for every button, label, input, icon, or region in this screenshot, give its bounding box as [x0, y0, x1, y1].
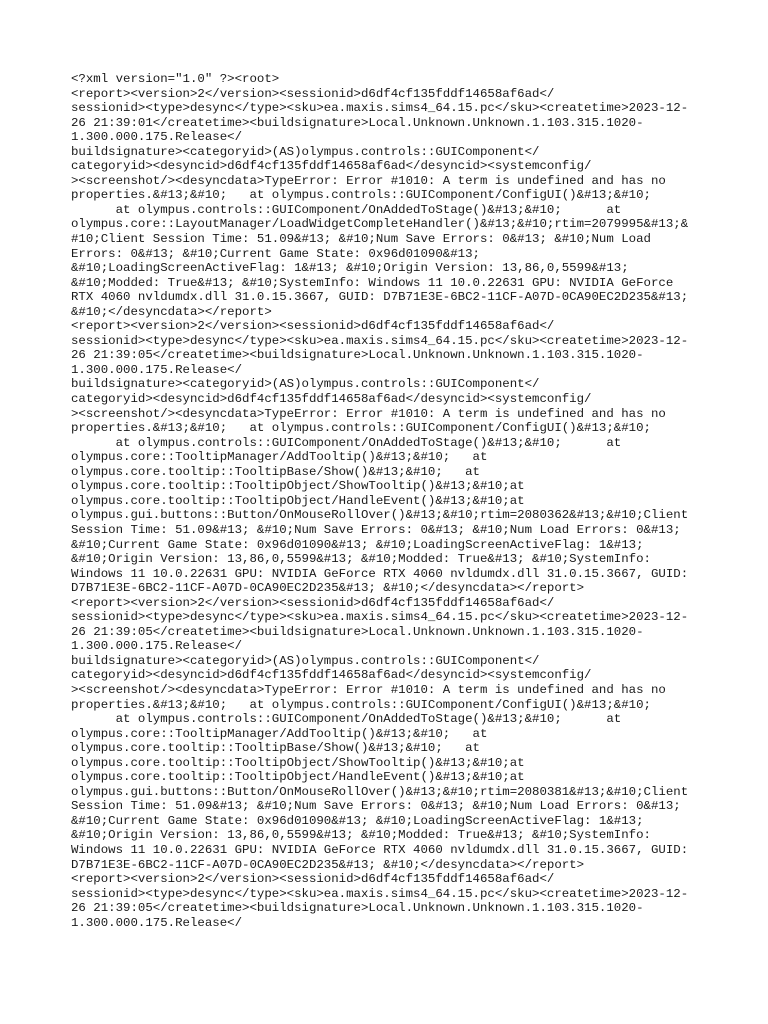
document-line: olympus.gui.buttons::Button/OnMouseRollOver()&#13;&#10;rtim=2080362&#13;&#10;Client: [71, 508, 689, 523]
document-line: #10;Client Session Time: 51.09&#13; &#10;Num Save Errors: 0&#13; &#10;Num Load: [71, 232, 651, 247]
document-line: olympus.core.tooltip::TooltipBase/Show()&#13;&#10; at: [71, 464, 480, 479]
document-line: at olympus.controls::GUIComponent/OnAddedToStage()&#13;&#10; at: [71, 712, 622, 727]
document-line: <report><version>2</version><sessionid>d6df4cf135fddf14658af6ad</: [71, 86, 555, 101]
document-line: 26 21:39:05</createtime><buildsignature>Local.Unknown.Unknown.1.103.315.1020-: [71, 348, 644, 363]
document-line: olympus.core::TooltipManager/AddTooltip()&#13;&#10; at: [71, 726, 488, 741]
document-line: sessionid><type>desync</type><sku>ea.maxis.sims4_64.15.pc</sku><createtime>2023-12-: [71, 886, 689, 901]
document-line: 1.300.000.175.Release</: [71, 362, 243, 377]
document-line: ><screenshot/><desyncdata>TypeError: Error #1010: A term is undefined and has no: [71, 173, 666, 188]
document-line: D7B71E3E-6BC2-11CF-A07D-0CA90EC2D235&#13; &#10;</desyncdata></report>: [71, 857, 585, 872]
document-line: categoryid><desyncid>d6df4cf135fddf14658af6ad</desyncid><systemconfig/: [71, 668, 592, 683]
document-line: &#10;Current Game State: 0x96d01090&#13; &#10;LoadingScreenActiveFlag: 1&#13;: [71, 537, 644, 552]
document-line: <report><version>2</version><sessionid>d6df4cf135fddf14658af6ad</: [71, 319, 555, 334]
document-line: D7B71E3E-6BC2-11CF-A07D-0CA90EC2D235&#13; &#10;</desyncdata></report>: [71, 581, 585, 596]
document-line: <report><version>2</version><sessionid>d6df4cf135fddf14658af6ad</: [71, 872, 555, 887]
document-line: RTX 4060 nvldumdx.dll 31.0.15.3667, GUID: D7B71E3E-6BC2-11CF-A07D-0CA90EC2D235&#13;: [71, 290, 689, 305]
document-line: Windows 11 10.0.22631 GPU: NVIDIA GeForce RTX 4060 nvldumdx.dll 31.0.15.3667, GUID:: [71, 842, 689, 857]
document-line: properties.&#13;&#10; at olympus.controls::GUIComponent/ConfigUI()&#13;&#10;: [71, 697, 651, 712]
document-line: olympus.core.tooltip::TooltipObject/ShowTooltip()&#13;&#10;at: [71, 755, 525, 770]
document-line: olympus.core.tooltip::TooltipObject/HandleEvent()&#13;&#10;at: [71, 770, 525, 785]
document-line: &#10;Origin Version: 13,86,0,5599&#13; &#10;Modded: True&#13; &#10;SystemInfo:: [71, 828, 651, 843]
document-line: 1.300.000.175.Release</: [71, 130, 243, 145]
document-line: &#10;Modded: True&#13; &#10;SystemInfo: Windows 11 10.0.22631 GPU: NVIDIA GeForce: [71, 275, 674, 290]
document-line: &#10;Origin Version: 13,86,0,5599&#13; &#10;Modded: True&#13; &#10;SystemInfo:: [71, 552, 651, 567]
document-line: olympus.core::LayoutManager/LoadWidgetCompleteHandler()&#13;&#10;rtim=2079995&#13;&: [71, 217, 689, 232]
document-line: categoryid><desyncid>d6df4cf135fddf14658af6ad</desyncid><systemconfig/: [71, 392, 592, 407]
document-line: buildsignature><categoryid>(AS)olympus.controls::GUIComponent</: [71, 653, 540, 668]
document-line: Windows 11 10.0.22631 GPU: NVIDIA GeForce RTX 4060 nvldumdx.dll 31.0.15.3667, GUID:: [71, 566, 689, 581]
document-line: Errors: 0&#13; &#10;Current Game State: 0x96d01090&#13;: [71, 246, 480, 261]
document-line: olympus.core.tooltip::TooltipBase/Show()&#13;&#10; at: [71, 741, 480, 756]
document-line: olympus.core.tooltip::TooltipObject/HandleEvent()&#13;&#10;at: [71, 493, 525, 508]
document-line: olympus.gui.buttons::Button/OnMouseRollOver()&#13;&#10;rtim=2080381&#13;&#10;Client: [71, 784, 689, 799]
document-line: &#10;Current Game State: 0x96d01090&#13; &#10;LoadingScreenActiveFlag: 1&#13;: [71, 813, 644, 828]
document-line: 26 21:39:05</createtime><buildsignature>Local.Unknown.Unknown.1.103.315.1020-: [71, 901, 644, 916]
document-line: at olympus.controls::GUIComponent/OnAddedToStage()&#13;&#10; at: [71, 202, 622, 217]
document-line: Session Time: 51.09&#13; &#10;Num Save Errors: 0&#13; &#10;Num Load Errors: 0&#13;: [71, 799, 681, 814]
document-line: sessionid><type>desync</type><sku>ea.maxis.sims4_64.15.pc</sku><createtime>2023-12-: [71, 610, 689, 625]
document-line: Session Time: 51.09&#13; &#10;Num Save Errors: 0&#13; &#10;Num Load Errors: 0&#13;: [71, 522, 681, 537]
document-line: olympus.core::TooltipManager/AddTooltip()&#13;&#10; at: [71, 450, 488, 465]
document-line: sessionid><type>desync</type><sku>ea.maxis.sims4_64.15.pc</sku><createtime>2023-12-: [71, 101, 689, 116]
document-line: <?xml version="1.0" ?><root>: [71, 72, 280, 86]
document-line: at olympus.controls::GUIComponent/OnAddedToStage()&#13;&#10; at: [71, 435, 622, 450]
document-line: olympus.core.tooltip::TooltipObject/ShowTooltip()&#13;&#10;at: [71, 479, 525, 494]
document-line: properties.&#13;&#10; at olympus.controls::GUIComponent/ConfigUI()&#13;&#10;: [71, 421, 651, 436]
document-line: 26 21:39:05</createtime><buildsignature>Local.Unknown.Unknown.1.103.315.1020-: [71, 624, 644, 639]
document-line: ><screenshot/><desyncdata>TypeError: Error #1010: A term is undefined and has no: [71, 406, 666, 421]
document-line: &#10;LoadingScreenActiveFlag: 1&#13; &#10;Origin Version: 13,86,0,5599&#13;: [71, 261, 629, 276]
document-line: &#10;</desyncdata></report>: [71, 304, 272, 319]
document-line: buildsignature><categoryid>(AS)olympus.controls::GUIComponent</: [71, 377, 540, 392]
document-line: ><screenshot/><desyncdata>TypeError: Error #1010: A term is undefined and has no: [71, 682, 666, 697]
document-line: 1.300.000.175.Release</: [71, 639, 243, 654]
document-line: properties.&#13;&#10; at olympus.controls::GUIComponent/ConfigUI()&#13;&#10;: [71, 188, 651, 203]
document-line: <report><version>2</version><sessionid>d6df4cf135fddf14658af6ad</: [71, 595, 555, 610]
document-line: categoryid><desyncid>d6df4cf135fddf14658af6ad</desyncid><systemconfig/: [71, 159, 592, 174]
document-body: [71, 72, 711, 930]
document-line: sessionid><type>desync</type><sku>ea.maxis.sims4_64.15.pc</sku><createtime>2023-12-: [71, 333, 689, 348]
document-line: buildsignature><categoryid>(AS)olympus.controls::GUIComponent</: [71, 144, 540, 159]
document-line: 26 21:39:01</createtime><buildsignature>Local.Unknown.Unknown.1.103.315.1020-: [71, 115, 644, 130]
document-line: 1.300.000.175.Release</: [71, 915, 243, 930]
